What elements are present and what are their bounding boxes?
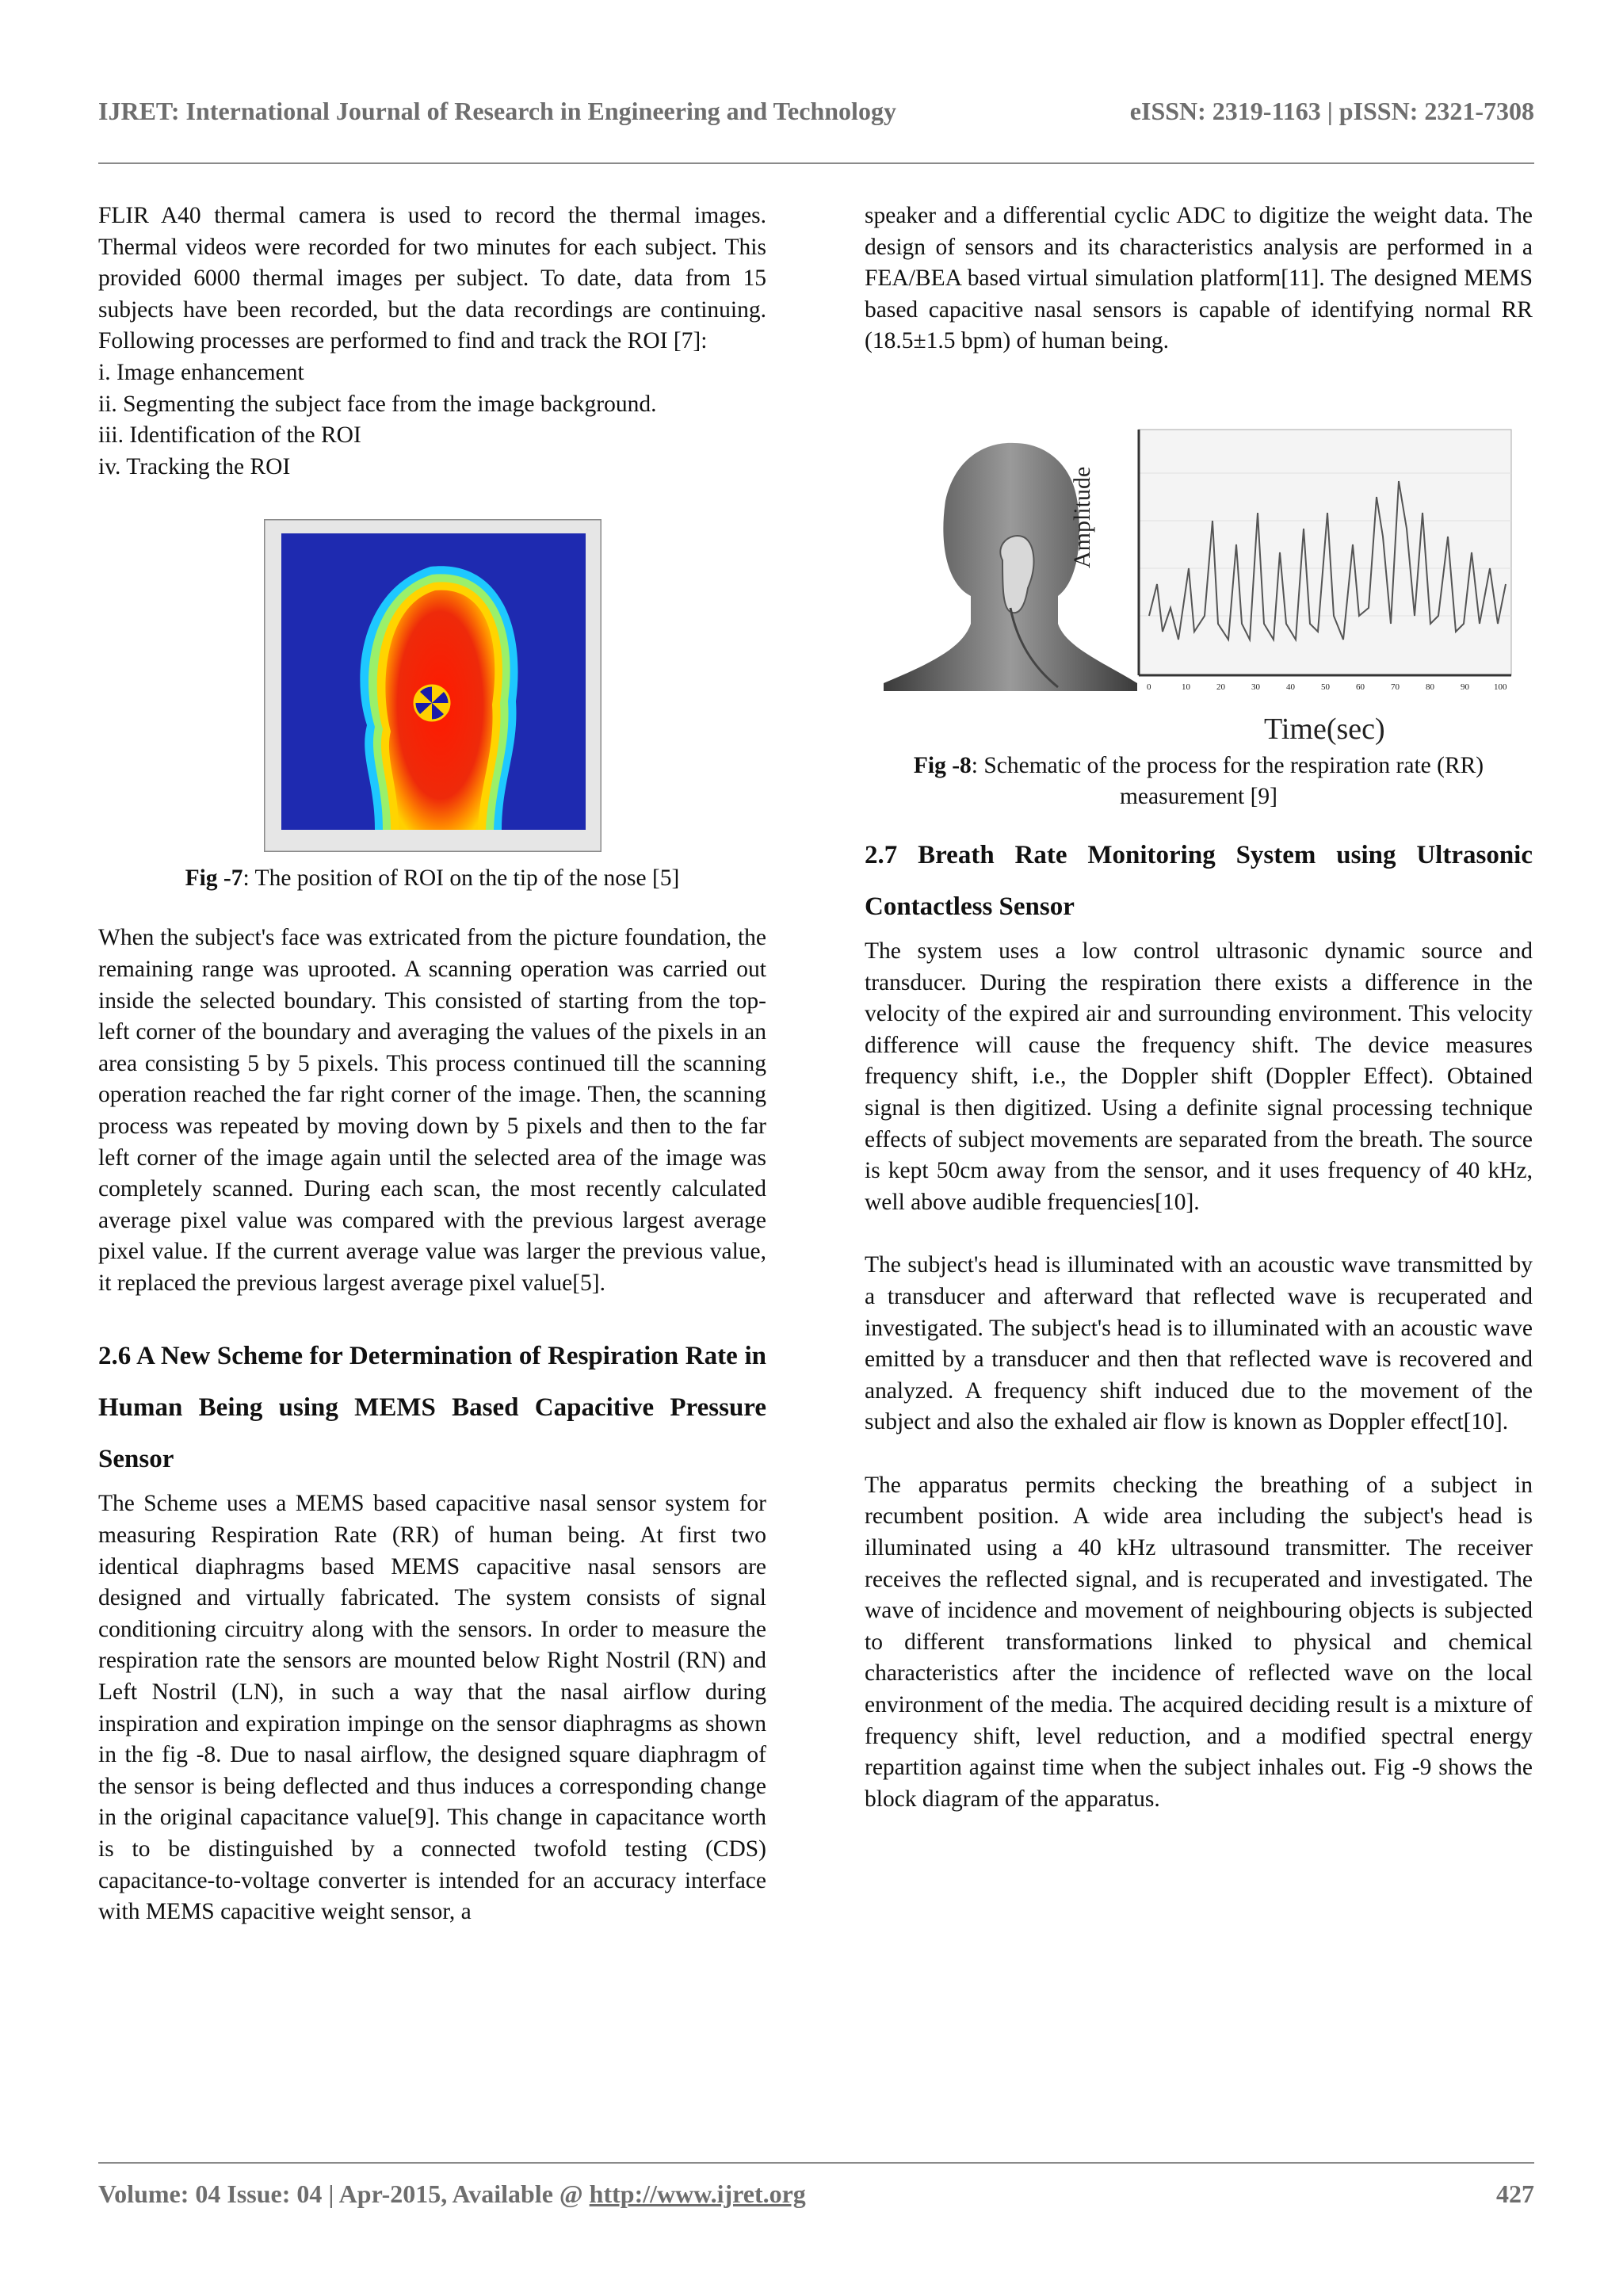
figure-7-thermal-image [264,519,601,852]
section-heading-2-7: 2.7 Breath Rate Monitoring System using Ultrasonic Contactless Sensor [865,840,1533,921]
paragraph-scanning: When the subject's face was extricated from the picture foundation, the remaining range was uprooted. A scanning operation was carried out inside the selected boundary. This consisted of starting from the top-left corner of the boundary and averaging the values of the pixels in an area consisting 5 by 5 pixels. This process continued till the scanning operation reached the far right corner of the image. Then, the scanning process was repeated by moving down by 5 pixels and then to the far left corner of the image again until the selected area of the image was completely scanned. During each scan, the most recently calculated average pixel value was compared with the previous largest average pixel value. If the current average value was larger the previous value, it replaced the previous largest average pixel value[5]. [98,925,766,1296]
svg-text:90: 90 [1460,682,1469,692]
process-steps [98,357,766,483]
figure-label: Fig -8 [913,752,972,778]
paragraph-camera: FLIR A40 thermal camera is used to record the thermal images. Thermal videos were recorded for two minutes for each subject. This provided 6000 thermal images per subject. To date, data from 15 subjects have been recorded, but the data recordings are continuing. Following processes are performed to find and track the ROI [7]: [98,203,766,354]
journal-link[interactable]: http://www.ijret.org [589,2179,806,2208]
svg-text:80: 80 [1425,682,1434,692]
running-footer [98,2179,1534,2209]
svg-text:40: 40 [1285,682,1295,692]
roi-marker [414,686,449,720]
footer-rule [98,2162,1534,2164]
step-item: iv. Tracking the ROI [98,453,291,479]
figure-8-caption: Fig -8: Schematic of the process for the respiration rate (RR) measurement [9] [913,752,1484,809]
step-item: ii. Segmenting the subject face from the image background. [98,391,657,417]
page-number: 427 [1496,2179,1534,2208]
paragraph-acoustic: The subject's head is illuminated with an acoustic wave transmitted by a transducer and afterward that reflected wave is recuperated and investigated. The subject's head is to illuminated with an acoustic wave emitted by a transducer and then that reflected wave is recovered and analyzed. A frequency shift induced due to the movement of the subject and also the exhaled air flow is known as Doppler effect[10]. [865,1252,1533,1435]
left-column [98,201,766,1928]
header-rule [98,162,1534,164]
svg-text:70: 70 [1390,682,1400,692]
svg-text:100: 100 [1493,682,1507,692]
svg-text:20: 20 [1216,682,1225,692]
step-item: i. Image enhancement [98,359,304,385]
journal-name: IJRET: International Journal of Research in Engineering and Technology [98,97,896,125]
svg-text:10: 10 [1181,682,1190,692]
head-silhouette [884,443,1137,691]
paragraph-mems: The Scheme uses a MEMS based capacitive nasal sensor system for measuring Respiration Rate (RR) of human being. At first two identical diaphragms based MEMS capacitive nasal sensors are designed and virtually fabricated. The system consists of signal conditioning circuitry along with the sensors. In order to measure the respiration rate the sensors are mounted below Right Nostril (RN) and Left Nostril (LN), in such a way that the nasal airflow during inspiration and expiration impinge on the sensor diaphragms as shown in the fig -8. Due to nasal airflow, the designed square diaphragm of the sensor is being deflected and thus induces a corresponding change in the original capacitance value[9]. This change in capacitance worth is to be distinguished by a connected twofold testing (CDS) capacitance-to-voltage converter is intended for an accuracy interface with MEMS capacitive weight sensor, a [98,1491,766,1925]
figure-label: Fig -7 [185,865,243,892]
right-column [865,201,1533,1815]
respiration-schematic [884,426,1514,751]
svg-text:30: 30 [1251,682,1260,692]
svg-text:50: 50 [1320,682,1330,692]
figure-7-caption: Fig -7: The position of ROI on the tip of the nose [5] [185,865,680,892]
x-axis-label: Time(sec) [1263,712,1385,746]
paragraph-adc: speaker and a differential cyclic ADC to digitize the weight data. The design of sensors and its characteristics analysis are performed in a FEA/BEA based virtual simulation platform[11]. The designed MEMS based capacitive nasal sensors is capable of identifying normal RR (18.5±1.5 bpm) of human being. [865,203,1533,354]
y-axis-label: Amplitude [1068,466,1095,568]
issn: eISSN: 2319-1163 | pISSN: 2321-7308 [1129,97,1534,125]
paragraph-apparatus: The apparatus permits checking the breathing of a subject in recumbent position. A wide area including the subject's head is illuminated using a 40 kHz ultrasound transmitter. The receiver receives the reflected signal, and is recuperated and investigated. The wave of incidence and movement of neighbouring objects is subjected to different transformations linked to physical and chemical characteristics after the incidence of reflected wave on the local environment of the media. The acquired deciding result is a mixture of frequency shift, level reduction, and a modified spectral energy repartition against time when the subject inhales out. Fig -9 shows the block diagram of the apparatus. [865,1472,1533,1812]
running-header [98,97,1534,138]
svg-text:60: 60 [1355,682,1365,692]
x-tick-labels [1147,682,1507,692]
section-heading-2-6: 2.6 A New Scheme for Determination of Respiration Rate in Human Being using MEMS Based Capacitive Pressure Sensor [98,1342,766,1474]
paragraph-ultrasonic: The system uses a low control ultrasonic dynamic source and transducer. During the respiration there exists a difference in the velocity of the expired air and surrounding environment. This velocity difference will cause the frequency shift. The device measures frequency shift, i.e., the Doppler shift (Doppler Effect). Obtained signal is then digitized. Using a definite signal processing technique effects of subject movements are separated from the breath. The source is kept 50cm away from the sensor, and it uses frequency of 40 kHz, well above audible frequencies[10]. [865,938,1533,1215]
thermal-face-image [264,519,601,852]
figure-8-respiration [884,426,1514,751]
volume-info: Volume: 04 Issue: 04 | Apr-2015, Available @ [98,2179,590,2208]
step-item: iii. Identification of the ROI [98,422,361,449]
svg-text:0: 0 [1146,682,1151,692]
